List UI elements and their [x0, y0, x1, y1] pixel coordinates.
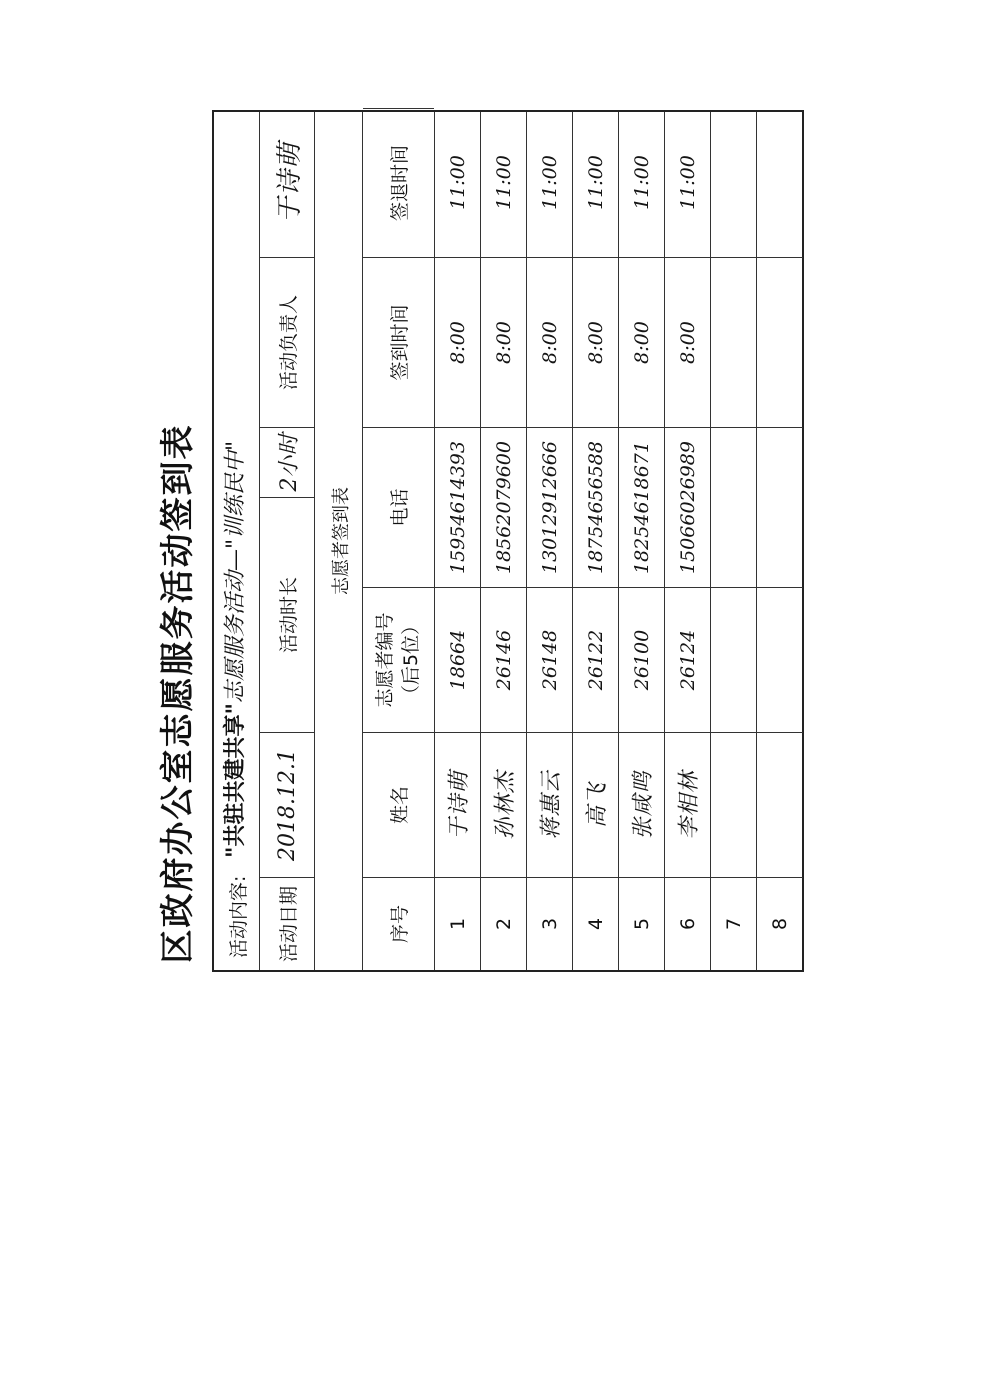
cell-sign-out: 11:00 [676, 155, 699, 210]
cell-vol-id: 26148 [527, 587, 572, 732]
activity-meta-row [260, 112, 315, 970]
table-row [481, 112, 527, 970]
cell-phone [757, 427, 803, 587]
cell-vol-id: 26122 [573, 587, 618, 732]
table-row [711, 112, 757, 970]
cell-phone: 18562079600 [481, 427, 526, 587]
cell-phone: 18754656588 [573, 427, 618, 587]
cell-no: 6 [665, 877, 710, 970]
column-header-row [363, 112, 435, 970]
document-title: 区政府办公室志愿服务活动签到表 [158, 423, 198, 964]
activity-content-value [218, 441, 249, 858]
cell-no: 7 [711, 877, 756, 970]
signin-sheet [212, 110, 804, 972]
sub-table-title-row [315, 112, 363, 970]
cell-sign-in: 8:00 [527, 257, 572, 427]
header-sign-in: 签到时间 [363, 257, 434, 427]
cell-sign-in: 8:00 [435, 257, 480, 427]
activity-content-label: 活动内容: [228, 875, 250, 958]
table-row [619, 112, 665, 970]
cell-phone: 13012912666 [527, 427, 572, 587]
cell-vol-id: 26100 [619, 587, 664, 732]
header-phone: 电话 [363, 427, 434, 587]
cell-sign-out: 11:00 [538, 155, 561, 210]
cell-phone [711, 427, 756, 587]
cell-sign-out: 11:00 [630, 155, 653, 210]
activity-leader-signature: 于诗萌 [274, 142, 305, 224]
cell-sign-out [757, 108, 803, 257]
cell-no: 1 [435, 877, 480, 970]
cell-vol-id [757, 587, 803, 732]
activity-date-label: 活动日期 [260, 877, 314, 970]
activity-leader-label: 活动负责人 [260, 257, 314, 427]
cell-no: 4 [573, 877, 618, 970]
header-name: 姓名 [363, 732, 434, 877]
cell-phone: 15954614393 [435, 427, 480, 587]
cell-sign-in [711, 257, 756, 427]
header-vol-id: 志愿者编号（后5位） [363, 587, 434, 732]
cell-phone: 18254618671 [619, 427, 664, 587]
cell-sign-in: 8:00 [573, 257, 618, 427]
activity-content-rest: 志愿服务活动—"训练民中" [223, 440, 248, 704]
cell-name: 李相林 [665, 732, 710, 877]
table-row [573, 112, 619, 970]
cell-phone: 15066026989 [665, 427, 710, 587]
cell-sign-in: 8:00 [665, 257, 710, 427]
cell-name: 高飞 [573, 732, 618, 877]
cell-name: 蒋惠云 [527, 732, 572, 877]
cell-name [711, 732, 756, 877]
cell-vol-id: 26146 [481, 587, 526, 732]
table-row [435, 112, 481, 970]
cell-vol-id: 26124 [665, 587, 710, 732]
header-no: 序号 [363, 877, 434, 970]
cell-sign-in [757, 257, 803, 427]
activity-content-bold: "共驻共建共享" [222, 703, 248, 858]
activity-content-row [214, 112, 260, 970]
header-sign-out: 签退时间 [363, 108, 434, 257]
cell-vol-id [711, 587, 756, 732]
cell-no: 5 [619, 877, 664, 970]
cell-name: 孙林杰 [481, 732, 526, 877]
table-row [665, 112, 711, 970]
activity-duration-value: 2小时 [260, 427, 314, 497]
cell-sign-in: 8:00 [481, 257, 526, 427]
cell-name: 张咸鸣 [619, 732, 664, 877]
activity-date-value: 2018.12.1 [260, 732, 314, 877]
cell-sign-out: 11:00 [584, 155, 607, 210]
cell-sign-out [711, 108, 756, 257]
cell-sign-out: 11:00 [492, 155, 515, 210]
cell-name [757, 732, 803, 877]
table-row [527, 112, 573, 970]
cell-no: 8 [757, 877, 803, 970]
cell-vol-id: 18664 [435, 587, 480, 732]
cell-no: 3 [527, 877, 572, 970]
cell-sign-out: 11:00 [446, 155, 469, 210]
cell-no: 2 [481, 877, 526, 970]
cell-sign-in: 8:00 [619, 257, 664, 427]
sub-table-title: 志愿者签到表 [331, 487, 352, 595]
cell-name: 于诗萌 [435, 732, 480, 877]
activity-duration-label: 活动时长 [260, 497, 314, 732]
table-row [757, 112, 803, 970]
